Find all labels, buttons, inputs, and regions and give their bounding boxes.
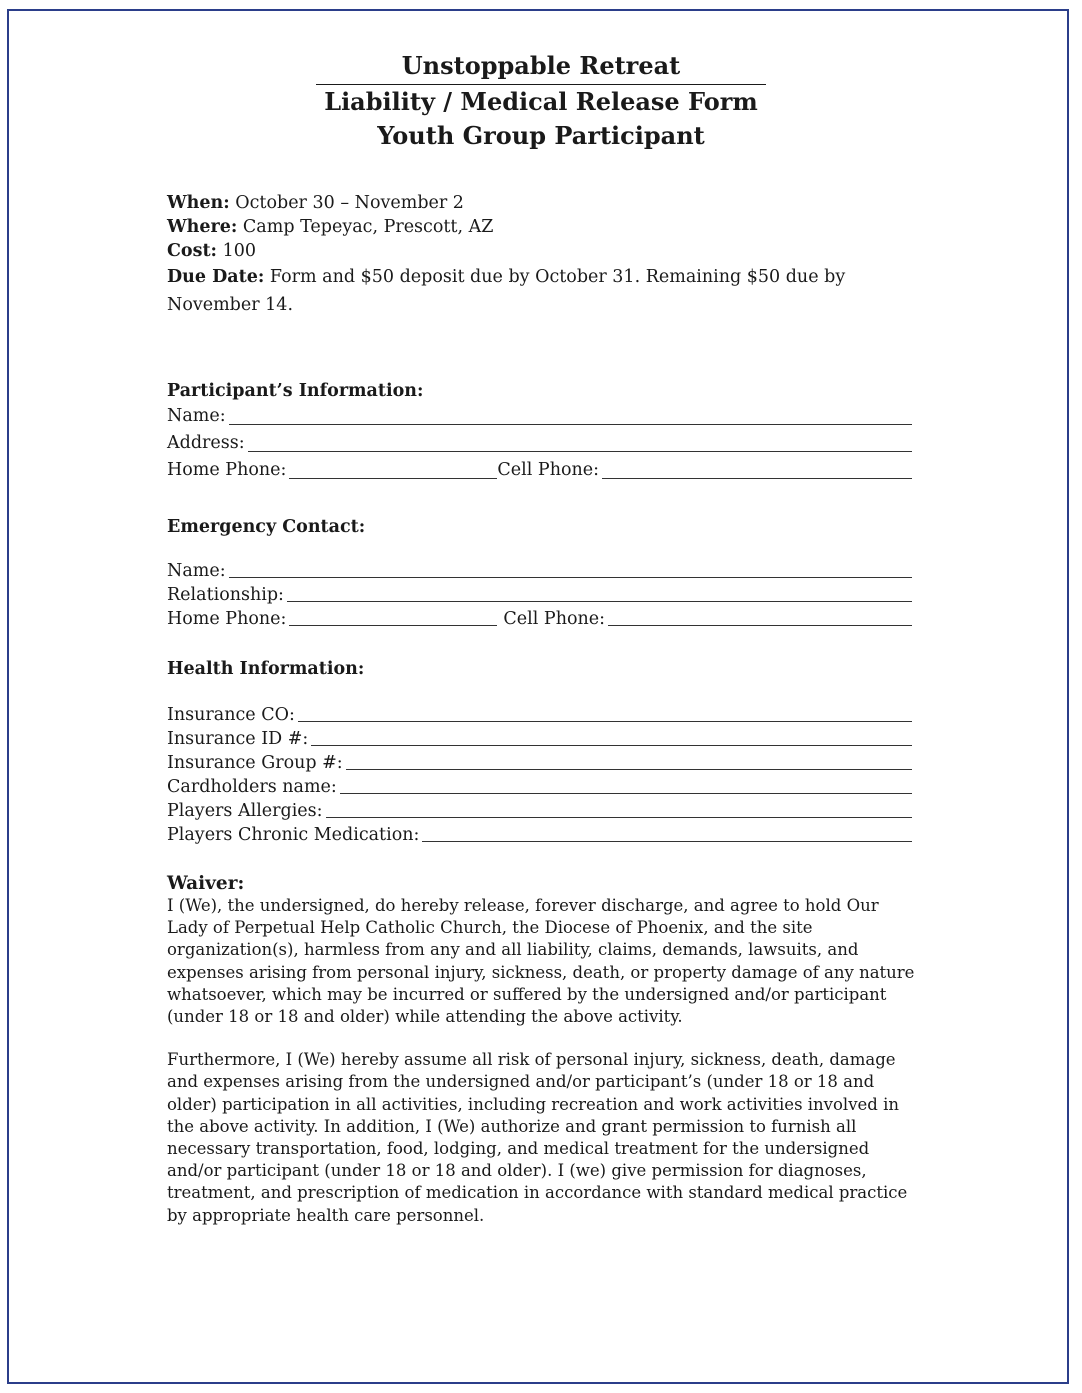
- participant-name-field[interactable]: [167, 403, 912, 430]
- insurance-company-blank[interactable]: [298, 704, 912, 722]
- waiver-paragraph-1: I (We), the undersigned, do hereby release, forever discharge, and agree to hold Our Lady of Perpetual Help Catholic Church, the Diocese of Phoenix, and the site organization(s), harmless from any and all liability, claims, demands, lawsuits, and expenses arising from personal injury, sickness, death, or property damage of any nature whatsoever, which may be incurred or suffered by the undersigned and/or participant (under 18 or 18 and older) while attending the above activity.: [167, 896, 915, 1027]
- insurance-group-label: Insurance Group #:: [167, 753, 343, 773]
- health-heading: Health Information:: [167, 659, 365, 679]
- where-label: Where:: [167, 217, 238, 237]
- cardholder-name-label: Cardholders name:: [167, 777, 337, 797]
- form-header: [167, 50, 915, 153]
- due-date-label: Due Date:: [167, 267, 265, 287]
- cardholder-name-blank[interactable]: [340, 776, 912, 794]
- event-title: Unstoppable Retreat: [316, 50, 766, 85]
- chronic-medication-blank[interactable]: [422, 824, 912, 842]
- cost-label: Cost:: [167, 241, 217, 261]
- where-value: Camp Tepeyac, Prescott, AZ: [242, 217, 494, 237]
- name-label: Name:: [167, 561, 226, 581]
- waiver-paragraph-2: Furthermore, I (We) hereby assume all risk of personal injury, sickness, death, damage and expenses arising from the undersigned and/or participant’s (under 18 or 18 and older) participation in all activities, including recreation and work activities involved in the above activity. In addition, I (We) authorize and grant permission to furnish all necessary transportation, food, lodging, and medical treatment for the undersigned and/or participant (under 18 or 18 and older). I (we) give permission for diagnoses, treatment, and prescription of medication in accordance with standard medical practice by appropriate health care personnel.: [167, 1050, 908, 1225]
- due-date-value: Form and $50 deposit due by October 31. Remaining $50 due by November 14.: [167, 267, 846, 315]
- cell-phone-label: Cell Phone:: [503, 609, 606, 629]
- cell-phone-label: Cell Phone:: [497, 460, 600, 480]
- emergency-name-field[interactable]: [167, 559, 912, 583]
- due-date-row: [167, 263, 847, 319]
- insurance-group-field[interactable]: [167, 751, 912, 775]
- insurance-group-blank[interactable]: [346, 752, 912, 770]
- form-title: Liability / Medical Release Form: [324, 87, 758, 116]
- emergency-section: [167, 515, 915, 631]
- when-label: When:: [167, 193, 230, 213]
- event-details: [167, 191, 915, 319]
- health-section: [167, 657, 915, 847]
- home-phone-label: Home Phone:: [167, 609, 287, 629]
- name-blank[interactable]: [229, 560, 912, 578]
- cell-phone-blank[interactable]: [602, 461, 912, 479]
- emergency-relationship-field[interactable]: [167, 583, 912, 607]
- when-row: [167, 191, 915, 215]
- allergies-label: Players Allergies:: [167, 801, 323, 821]
- waiver-heading: Waiver:: [167, 873, 245, 894]
- insurance-company-label: Insurance CO:: [167, 705, 295, 725]
- chronic-medication-label: Players Chronic Medication:: [167, 825, 420, 845]
- cost-row: [167, 239, 915, 263]
- participant-section: [167, 379, 915, 484]
- allergies-blank[interactable]: [326, 800, 912, 818]
- name-label: Name:: [167, 406, 226, 426]
- cell-phone-blank[interactable]: [608, 608, 912, 626]
- insurance-id-field[interactable]: [167, 727, 912, 751]
- insurance-company-field[interactable]: [167, 703, 912, 727]
- cardholder-name-field[interactable]: [167, 775, 912, 799]
- participant-phone-field[interactable]: [167, 457, 912, 484]
- name-blank[interactable]: [229, 407, 912, 425]
- insurance-id-blank[interactable]: [311, 728, 912, 746]
- home-phone-blank[interactable]: [289, 608, 497, 626]
- emergency-heading: Emergency Contact:: [167, 517, 366, 537]
- participant-address-field[interactable]: [167, 430, 912, 457]
- address-label: Address:: [167, 433, 245, 453]
- address-blank[interactable]: [248, 434, 912, 452]
- cost-value: 100: [222, 241, 256, 261]
- home-phone-blank[interactable]: [289, 461, 497, 479]
- relationship-label: Relationship:: [167, 585, 284, 605]
- when-value: October 30 – November 2: [235, 193, 464, 213]
- participant-heading: Participant’s Information:: [167, 381, 424, 401]
- waiver-section: [167, 873, 915, 1227]
- form-subtitle: Youth Group Participant: [377, 121, 705, 150]
- where-row: [167, 215, 915, 239]
- home-phone-label: Home Phone:: [167, 460, 287, 480]
- emergency-phone-field[interactable]: [167, 607, 912, 631]
- relationship-blank[interactable]: [287, 584, 912, 602]
- allergies-field[interactable]: [167, 799, 912, 823]
- chronic-medication-field[interactable]: [167, 823, 912, 847]
- insurance-id-label: Insurance ID #:: [167, 729, 309, 749]
- release-form: [167, 50, 915, 1227]
